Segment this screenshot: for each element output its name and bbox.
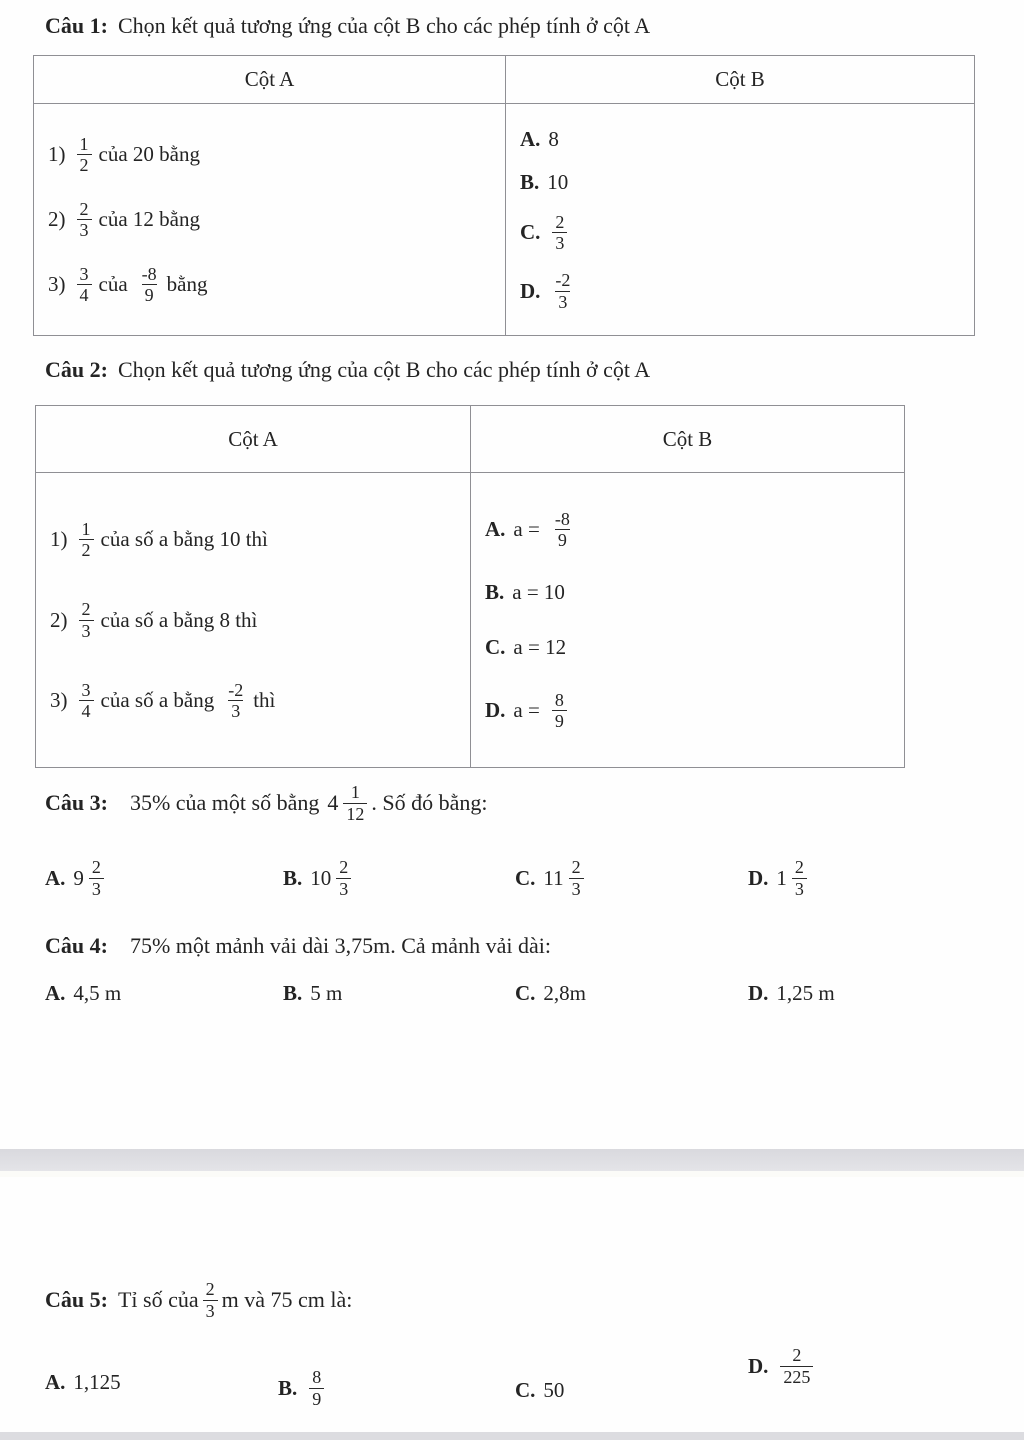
table-row <box>50 680 466 721</box>
fraction-denominator: 9 <box>142 284 157 305</box>
fraction <box>89 857 104 898</box>
question-2-title <box>45 356 650 384</box>
question-2-label: Câu 2: <box>45 357 108 382</box>
fraction-numerator: 2 <box>339 857 349 878</box>
option-label: B. <box>283 865 303 890</box>
mixed-whole: 4 <box>327 790 339 815</box>
fraction <box>552 270 573 311</box>
mixed-whole: 1 <box>776 865 787 890</box>
fraction-numerator: 2 <box>794 857 804 878</box>
fraction <box>79 680 94 721</box>
fraction-denominator: 3 <box>228 700 243 721</box>
option-label: A. <box>520 127 541 152</box>
fraction-numerator: 8 <box>312 1367 322 1388</box>
fraction-denominator: 9 <box>552 710 567 731</box>
fraction-denominator: 3 <box>79 620 94 641</box>
fraction-denominator: 3 <box>555 291 570 312</box>
answer-option <box>748 1338 821 1394</box>
fraction <box>139 264 160 305</box>
option-value: 8 <box>548 127 559 152</box>
answer-option <box>283 850 363 906</box>
question-3-text: . Số đó bằng: <box>371 790 488 815</box>
table-2 <box>35 405 905 768</box>
mixed-whole: 11 <box>543 865 564 890</box>
fraction-denominator: 3 <box>77 219 92 240</box>
option-label: D. <box>520 278 541 303</box>
fraction <box>77 134 92 175</box>
question-3-text: 35% của một số bằng <box>129 790 320 815</box>
answer-option <box>278 1360 332 1416</box>
fraction-numerator: 2 <box>792 1345 802 1366</box>
question-5-text: Tỉ số của <box>117 1287 199 1312</box>
question-4-label: Câu 4: <box>45 933 108 958</box>
row-number: 1) <box>48 141 66 166</box>
answer-option <box>515 850 596 906</box>
fraction-numerator: 2 <box>79 198 89 219</box>
option-label: D. <box>748 980 769 1005</box>
option-text: 50 <box>543 1377 565 1402</box>
fraction-numerator: -2 <box>555 270 571 291</box>
option-value: 10 <box>547 169 569 194</box>
fraction-numerator: 2 <box>555 211 565 232</box>
page-divider-gap <box>0 1171 1024 1177</box>
option-text: a = <box>513 517 540 542</box>
fraction-numerator: 3 <box>81 680 91 701</box>
answer-option <box>520 170 970 195</box>
fraction-denominator: 3 <box>89 878 104 899</box>
fraction-denominator: 12 <box>343 803 367 824</box>
question-5-text: m và 75 cm là: <box>221 1287 353 1312</box>
fraction-numerator: 2 <box>205 1279 215 1300</box>
option-label: C. <box>515 865 536 890</box>
row-text: của 20 bằng <box>98 141 200 166</box>
mixed-number <box>776 857 811 898</box>
answer-option <box>283 978 350 1008</box>
fraction <box>336 857 351 898</box>
row-text: của <box>98 272 128 297</box>
answer-option <box>45 1367 129 1397</box>
fraction-numerator: 2 <box>91 857 101 878</box>
option-text: 1,125 <box>73 1369 121 1394</box>
answer-option <box>520 212 970 253</box>
fraction <box>309 1367 324 1408</box>
fraction <box>77 264 92 305</box>
mixed-whole: 9 <box>73 865 84 890</box>
table-2-header-row <box>36 406 904 473</box>
answer-option <box>485 690 900 731</box>
row-number: 2) <box>50 607 68 632</box>
page-divider-band <box>0 1149 1024 1171</box>
question-1-title <box>45 12 650 40</box>
table-1-header-row <box>34 56 974 104</box>
fraction-numerator: -8 <box>141 263 157 284</box>
table-1-header-col-b: Cột B <box>505 56 974 103</box>
fraction-denominator: 2 <box>79 539 94 560</box>
fraction-denominator: 3 <box>552 232 567 253</box>
table-row <box>48 199 501 240</box>
fraction-numerator: 1 <box>79 133 89 154</box>
table-1-col-b <box>505 104 974 335</box>
table-1-header-col-a: Cột A <box>244 67 295 91</box>
question-1-label: Câu 1: <box>45 13 108 38</box>
answer-option <box>520 127 970 152</box>
fraction-denominator: 4 <box>79 700 94 721</box>
fraction <box>792 857 807 898</box>
fraction-numerator: 1 <box>81 518 91 539</box>
fraction-numerator: 2 <box>81 599 91 620</box>
question-4-text: 75% một mảnh vải dài 3,75m. Cả mảnh vải dài: <box>129 933 551 958</box>
answer-option <box>748 978 843 1008</box>
option-label: D. <box>748 865 769 890</box>
row-text: của số a bằng 10 thì <box>100 526 268 551</box>
fraction <box>225 680 246 721</box>
answer-option <box>45 850 116 906</box>
fraction-numerator: 8 <box>554 689 564 710</box>
row-text: của số a bằng <box>100 688 215 713</box>
option-text: 2,8m <box>543 980 587 1005</box>
fraction-denominator: 3 <box>792 878 807 899</box>
answer-option <box>485 580 900 605</box>
fraction-denominator: 9 <box>309 1388 324 1409</box>
option-text: a = 10 <box>512 580 565 605</box>
row-text: của 12 bằng <box>98 207 200 231</box>
table-2-header-col-b: Cột B <box>470 406 904 472</box>
mixed-whole: 10 <box>310 865 332 890</box>
fraction <box>203 1279 218 1320</box>
option-label: C. <box>485 634 506 659</box>
option-label: A. <box>45 1369 66 1394</box>
fraction-denominator: 3 <box>569 878 584 899</box>
question-3-label: Câu 3: <box>45 790 108 815</box>
answer-option <box>45 978 129 1008</box>
fraction <box>569 857 584 898</box>
fraction <box>552 509 573 550</box>
option-text: a = 12 <box>513 634 567 659</box>
fraction-denominator: 225 <box>780 1366 813 1387</box>
row-text: bằng <box>166 272 208 297</box>
fraction-numerator: -8 <box>554 508 570 529</box>
question-1-text: Chọn kết quả tương ứng của cột B cho các phép tính ở cột A <box>117 13 651 38</box>
answer-option <box>485 635 900 660</box>
fraction-denominator: 4 <box>77 284 92 305</box>
option-text: a = <box>513 697 540 722</box>
fraction-denominator: 3 <box>336 878 351 899</box>
option-text: 4,5 m <box>73 980 122 1005</box>
fraction <box>552 690 567 731</box>
table-row <box>48 264 501 305</box>
option-label: C. <box>515 1377 536 1402</box>
row-number: 3) <box>48 272 66 297</box>
bottom-edge-bar <box>0 1432 1024 1440</box>
option-text: 1,25 m <box>776 980 835 1005</box>
option-label: D. <box>748 1353 769 1378</box>
question-3-title <box>45 772 487 834</box>
question-5-label: Câu 5: <box>45 1287 108 1312</box>
row-number: 1) <box>50 526 68 551</box>
question-5-title <box>45 1268 352 1332</box>
option-text: 5 m <box>310 980 343 1005</box>
table-1 <box>33 55 975 336</box>
option-label: A. <box>45 865 66 890</box>
row-number: 3) <box>50 688 68 713</box>
table-row <box>50 519 466 560</box>
table-2-col-a <box>36 473 470 767</box>
option-label: B. <box>283 980 303 1005</box>
answer-option <box>520 270 970 311</box>
option-label: A. <box>45 980 66 1005</box>
row-text: của số a bằng 8 thì <box>100 607 258 632</box>
fraction-denominator: 2 <box>77 154 92 175</box>
fraction-denominator: 3 <box>203 1300 218 1321</box>
option-label: B. <box>520 169 540 194</box>
table-1-col-a <box>34 104 505 335</box>
row-number: 2) <box>48 207 66 231</box>
fraction <box>780 1345 813 1386</box>
option-label: D. <box>485 697 506 722</box>
answer-option <box>485 509 900 550</box>
fraction-numerator: 1 <box>350 782 360 803</box>
option-label: A. <box>485 517 506 542</box>
mixed-number <box>327 782 371 823</box>
row-text: thì <box>253 688 276 713</box>
fraction <box>79 519 94 560</box>
answer-option <box>515 1375 572 1405</box>
fraction-numerator: 3 <box>79 263 89 284</box>
table-1-body <box>34 104 974 335</box>
table-2-header-col-a: Cột A <box>228 426 278 451</box>
mixed-number <box>543 857 587 898</box>
question-4-title <box>45 932 551 960</box>
option-label: B. <box>278 1375 298 1400</box>
fraction-numerator: 2 <box>571 857 581 878</box>
fraction <box>77 199 92 240</box>
mixed-number <box>310 857 355 898</box>
table-row <box>50 599 466 640</box>
option-label: B. <box>485 580 505 605</box>
table-2-col-b <box>470 473 904 767</box>
fraction <box>552 212 567 253</box>
option-label: C. <box>515 980 536 1005</box>
table-row <box>48 134 501 175</box>
answer-option <box>515 978 594 1008</box>
question-2-text: Chọn kết quả tương ứng của cột B cho các phép tính ở cột A <box>117 357 651 382</box>
option-label: C. <box>520 219 541 244</box>
fraction-numerator: -2 <box>228 680 244 701</box>
mixed-number <box>73 857 108 898</box>
fraction-denominator: 9 <box>555 529 570 550</box>
fraction <box>343 782 367 823</box>
fraction <box>79 599 94 640</box>
answer-option <box>748 850 819 906</box>
table-2-body <box>36 473 904 767</box>
